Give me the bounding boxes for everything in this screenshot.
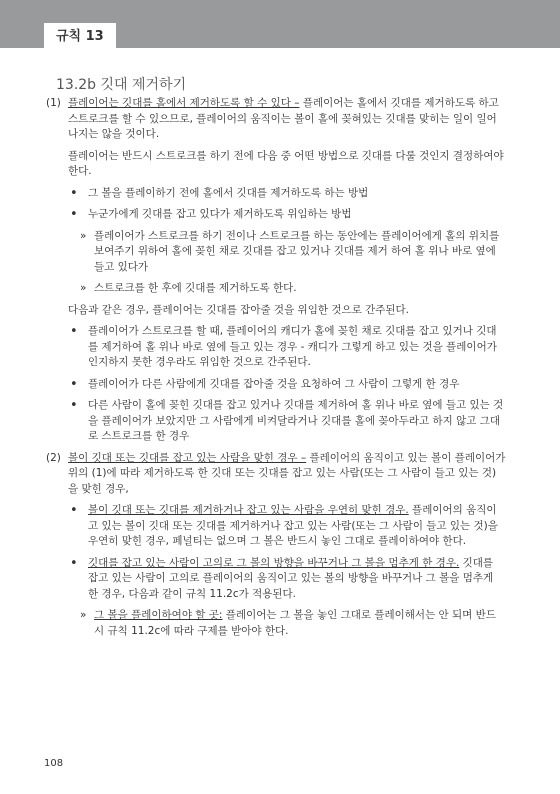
paragraph-lead: 플레이어는 깃대를 홀에서 제거하도록 할 수 있다 – (68, 97, 300, 109)
sub-marker-icon: » (80, 229, 87, 242)
sub-marker-icon: » (80, 609, 87, 621)
body-content (46, 96, 506, 645)
rule-tab: 규칙 13 (44, 23, 116, 48)
paragraph-text: 플레이어의 움직이고 있는 볼이 플레이어가 위의 (1)에 따라 제거하도록 한 깃대 또는 깃대를 잡고 있는 사람(또는 그 사람이 들고 있는 것)을 맞힌 경우, (68, 451, 506, 495)
paragraph-3 (46, 451, 506, 498)
list-item: • 깃대를 잡고 있는 사람이 고의로 그 볼의 방향을 바꾸거나 그 볼을 멈추게 한 경우. 깃대를 잡고 있는 사람이 고의로 플레이어의 움직이고 있는 볼의 방향을 바꾸거나 그 볼을 멈추게 한 경우, 다음과 같이 규칙 11.2c가 적용된다. (70, 555, 494, 600)
section-title: 13.2b 깃대 제거하기 (56, 77, 187, 93)
paragraph-1 (46, 96, 506, 143)
bullet-icon: • (70, 503, 78, 518)
paragraph-number: (2) (46, 451, 61, 464)
bullet-icon: • (70, 398, 78, 413)
sub-item: » 그 볼을 플레이하여야 할 곳: 플레이어는 그 볼을 놓인 그대로 플레이해서는 안 되며 반드시 규칙 11.2c에 따라 구제를 받아야 한다. (80, 609, 496, 637)
bullet-icon: • (70, 324, 78, 339)
list-item: • 플레이어가 다른 사람에게 깃대를 잡아줄 것을 요청하여 그 사람이 그렇게 한 경우 (70, 376, 460, 392)
sub-item: » 플레이어가 스트로크를 하기 전이나 스트로크를 하는 동안에는 플레이어에게 홀의 위치를 보여주기 위하여 홀에 꽂힌 채로 깃대를 잡고 있거나 깃대를 제거 하여 홀 위나 바로 옆에 들고 있다가 (80, 229, 500, 273)
bullet-icon: • (70, 376, 78, 392)
sub-marker-icon: » (80, 282, 87, 294)
list-item: • 플레이어가 스트로크를 할 때, 플레이어의 캐디가 홀에 꽂힌 채로 깃대를 잡고 있거나 깃대를 제거하여 홀 위나 바로 옆에 들고 있는 경우 - 캐디가 그렇게 하고 있는 것을 플레이어가 인지하지 못한 경우라도 위임한 것으로 간주된다. (70, 324, 497, 368)
list-item: • 그 볼을 플레이하기 전에 홀에서 깃대를 제거하도록 하는 방법 (70, 185, 369, 201)
sub-item: » 스트로크를 한 후에 깃대를 제거하도록 한다. (46, 281, 506, 297)
paragraph-text: 플레이어는 홀에서 깃대를 제거하도록 하고 스트로크를 할 수 있으므로, 플레이어의 움직이는 볼이 홀에 꽂혀있는 깃대를 맞히는 일이 일어나지는 않을 것이다. (68, 97, 499, 140)
list-item: • 누군가에게 깃대를 잡고 있다가 제거하도록 위임하는 방법 (70, 207, 352, 222)
bullet-icon: • (70, 185, 78, 201)
header-bar (0, 0, 560, 48)
list-item: • 다른 사람이 홀에 꽂힌 깃대를 잡고 있거나 깃대를 제거하여 홀 위나 바로 옆에 들고 있는 것을 플레이어가 보았지만 그 사람에게 비켜달라거나 깃대를 홀에 꽂아두라고 하지 않고 그대로 스트로크를 한 경우 (70, 398, 504, 442)
bullet-icon: • (70, 207, 78, 222)
paragraph-lead: 볼이 깃대 또는 깃대를 잡고 있는 사람을 맞힌 경우 – (68, 451, 307, 464)
page-number: 108 (44, 758, 64, 769)
paragraph-2: 다음과 같은 경우, 플레이어는 깃대를 잡아줄 것을 위임한 것으로 간주된다. (68, 303, 410, 316)
bullet-icon: • (70, 555, 78, 571)
paragraph-number: (1) (46, 97, 61, 109)
paragraph-1b: 플레이어는 반드시 스트로크를 하기 전에 다음 중 어떤 방법으로 깃대를 다룰 것인지 결정하여야 한다. (68, 149, 504, 177)
list-item: • 볼이 깃대 또는 깃대를 제거하거나 잡고 있는 사람을 우연히 맞힌 경우. 플레이어의 움직이고 있는 볼이 깃대 또는 깃대를 제거하거나 잡고 있는 사람(또는 그 사람이 들고 있는 것)을 우연히 맞힌 경우, 페널티는 없으며 그 볼은 반드시 놓인 그대로 플레이하여야 한다. (70, 503, 498, 547)
